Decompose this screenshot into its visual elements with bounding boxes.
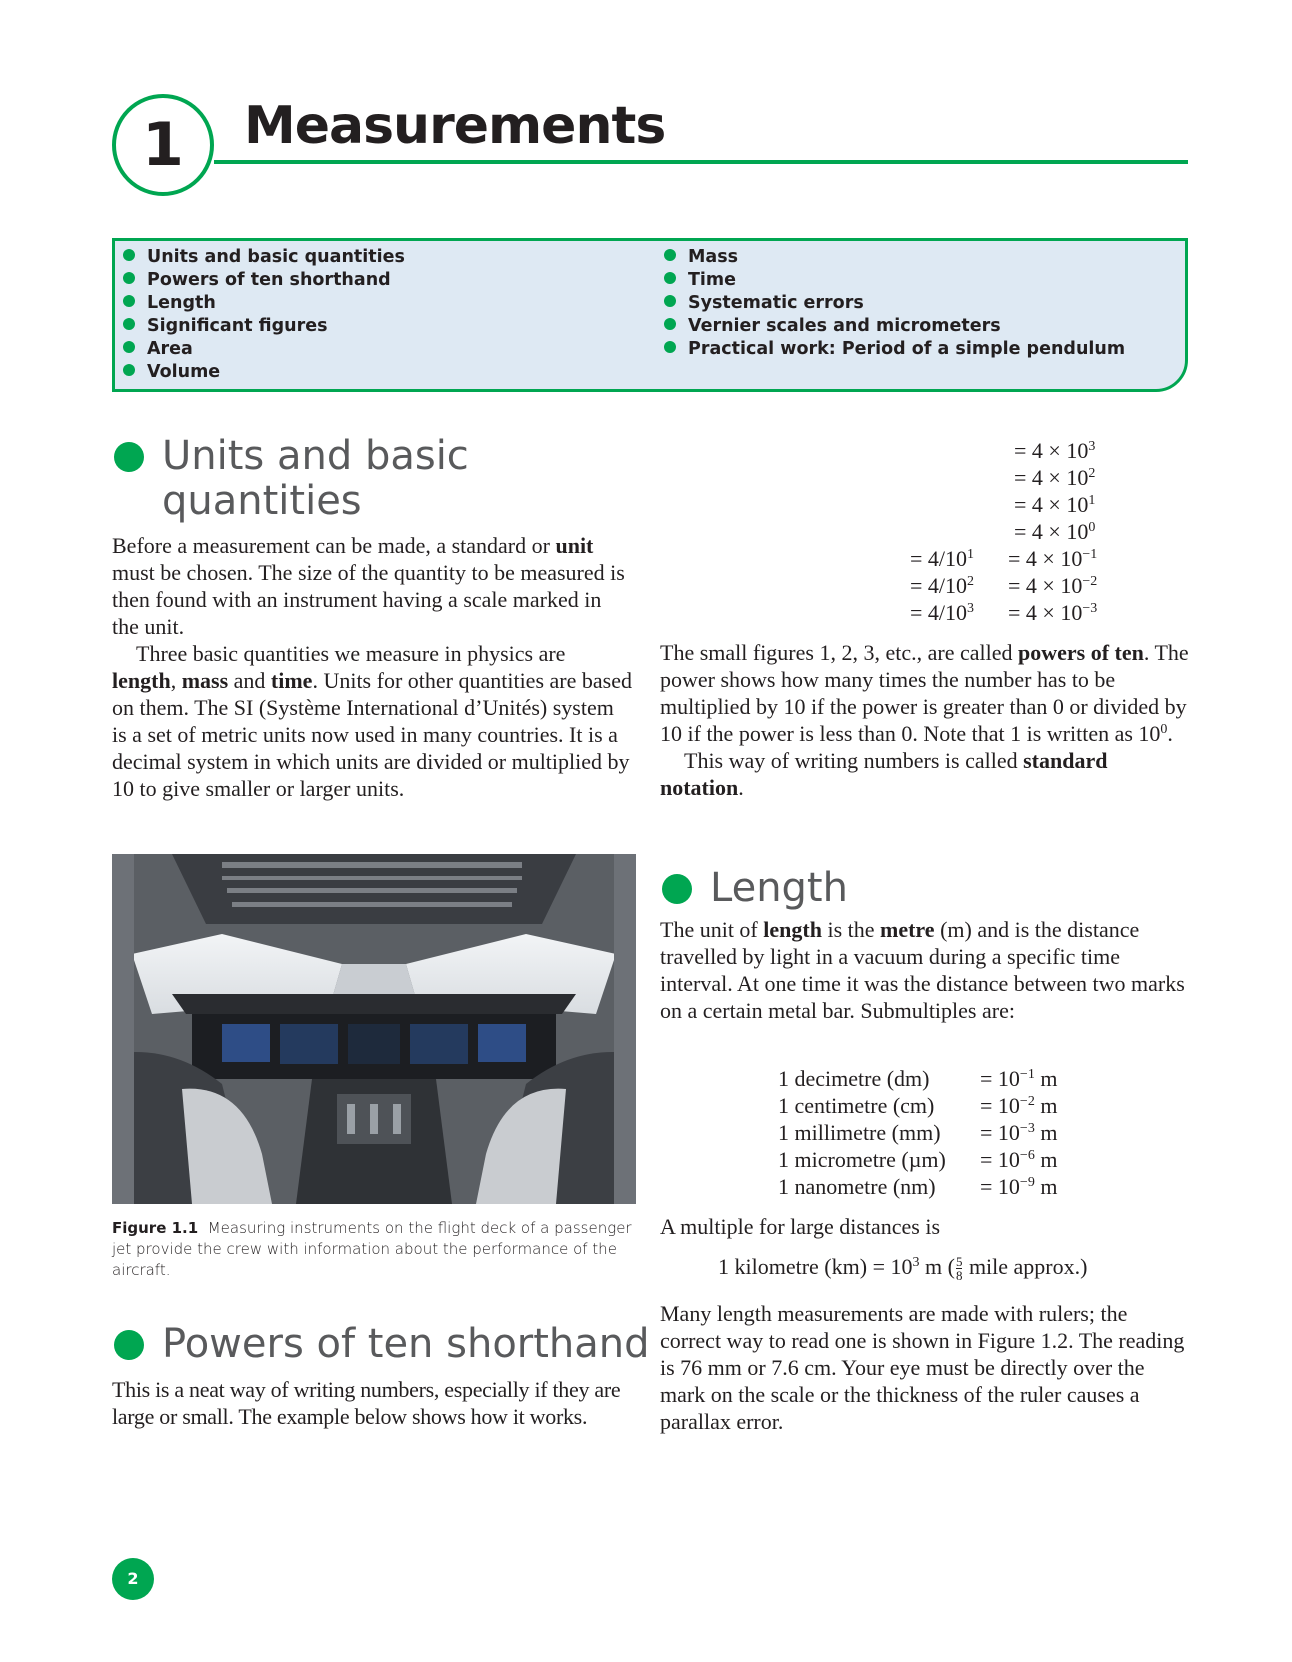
powers-intro-text: This is a neat way of writing numbers, especially if they are large or small. The example below shows how it works. xyxy=(112,1377,621,1429)
unit-value: = $10^{-9}$ m xyxy=(980,1174,1058,1199)
section-heading-length: Length xyxy=(710,865,848,911)
topic-label: Units and basic quantities xyxy=(147,247,405,267)
topic-label: Significant figures xyxy=(147,316,328,336)
topic-label: Practical work: Period of a simple pendulum xyxy=(688,339,1126,359)
unit-row: 1 millimetre (mm) xyxy=(778,1120,941,1145)
bullet-icon xyxy=(123,364,135,376)
topic-item xyxy=(123,339,193,359)
unit-value: = $10^{-1}$ m xyxy=(980,1066,1058,1091)
figure-label: Figure 1.1 xyxy=(112,1219,199,1237)
topic-label: Mass xyxy=(688,247,739,267)
page-number: 2 xyxy=(127,1569,139,1588)
chapter-number: 1 xyxy=(142,110,184,180)
unit-value: = $10^{-6}$ m xyxy=(980,1147,1058,1172)
units-paragraphs xyxy=(112,532,632,802)
heading-bullet-icon xyxy=(662,874,692,904)
units-paragraph-2: Three basic quantities we measure in physics are length, mass and time. Units for other quantities are based on them. The SI (Système International d’Unités) system is a set of metric units now used in many countries. It is a decimal system in which units are divided or multiplied by 10 to give smaller or larger units. xyxy=(112,641,632,801)
figure-caption xyxy=(112,1218,642,1281)
section-heading-units xyxy=(162,434,469,524)
topic-item xyxy=(123,362,220,382)
topic-item xyxy=(123,293,216,313)
heading-bullet-icon xyxy=(114,442,144,472)
chapter-rule xyxy=(214,160,1188,164)
topic-item xyxy=(123,316,328,336)
bullet-icon xyxy=(664,318,676,330)
heading-line: quantities xyxy=(162,478,362,524)
topic-label: Area xyxy=(147,339,193,359)
unit-row: 1 centimetre (cm) xyxy=(778,1093,935,1118)
bullet-icon xyxy=(123,341,135,353)
bullet-icon xyxy=(123,272,135,284)
topic-label: Length xyxy=(147,293,216,313)
topic-label: Powers of ten shorthand xyxy=(147,270,391,290)
bullet-icon xyxy=(664,341,676,353)
bullet-icon xyxy=(664,295,676,307)
topic-label: Vernier scales and micrometers xyxy=(688,316,1001,336)
heading-line: Units and basic xyxy=(162,433,469,479)
topic-item xyxy=(664,316,1001,336)
topic-label: Volume xyxy=(147,362,221,382)
topics-box xyxy=(112,238,1188,392)
bullet-icon xyxy=(123,249,135,261)
figure-caption-text: Measuring instruments on the flight deck of a passenger jet provide the crew with information about the performance of the aircraft. xyxy=(112,1219,632,1279)
topic-item xyxy=(664,270,736,290)
topic-item xyxy=(123,270,391,290)
length-multiple-intro: A multiple for large distances is xyxy=(660,1214,941,1239)
heading-bullet-icon xyxy=(114,1330,144,1360)
length-paragraph-1: The unit of length is the metre (m) and is the distance travelled by light in a vacuum during a specific time interval. At one time it was the distance between two marks on a certain metal bar. Submultiples are: xyxy=(660,917,1185,1023)
topic-item xyxy=(664,339,1125,359)
section-heading-powers: Powers of ten shorthand xyxy=(162,1321,650,1367)
powers-explanation xyxy=(660,639,1190,801)
flight-deck-photo xyxy=(112,854,636,1204)
unit-row: 1 decimetre (dm) xyxy=(778,1066,930,1091)
unit-row: 1 nanometre (nm) xyxy=(778,1174,936,1199)
unit-row: 1 micrometre (µm) xyxy=(778,1147,946,1172)
units-paragraph-1: Before a measurement can be made, a standard or unit must be chosen. The size of the quantity to be measured is then found with an instrument having a scale marked in the unit. xyxy=(112,533,625,639)
bullet-icon xyxy=(664,249,676,261)
topic-label: Systematic errors xyxy=(688,293,864,313)
unit-value: = $10^{-2}$ m xyxy=(980,1093,1058,1118)
length-paragraph-2: Many length measurements are made with rulers; the correct way to read one is shown in Figure 1.2. The reading is 76 mm or 7.6 cm. Your eye must be directly over the mark on the scale or the thickness of the ruler causes a parallax error. xyxy=(660,1301,1185,1434)
powers-explanation-2: This way of writing numbers is called standard notation. xyxy=(660,748,1108,800)
bullet-icon xyxy=(123,318,135,330)
powers-explanation-1: The small figures 1, 2, 3, etc., are called powers of ten. The power shows how many times the number has to be multiplied by 10 if the power is greater than 0 or divided by 10 if the power is less than 0. Note that 1 is written as $10^0$. xyxy=(660,640,1189,746)
flight-deck-illustration xyxy=(112,854,636,1204)
unit-value: = $10^{-3}$ m xyxy=(980,1120,1058,1145)
topic-item xyxy=(664,247,738,267)
topic-item xyxy=(123,247,405,267)
chapter-title: Measurements xyxy=(244,96,666,156)
bullet-icon xyxy=(123,295,135,307)
topic-label: Time xyxy=(688,270,737,290)
topic-item xyxy=(664,293,864,313)
fraction: $\frac{5}{8}$ xyxy=(955,1254,963,1284)
kilometre-equation: 1 kilometre $(km) = 10^3$ m ( $\frac{5}{8}$ mile approx.) xyxy=(718,1254,1088,1284)
bullet-icon xyxy=(664,272,676,284)
